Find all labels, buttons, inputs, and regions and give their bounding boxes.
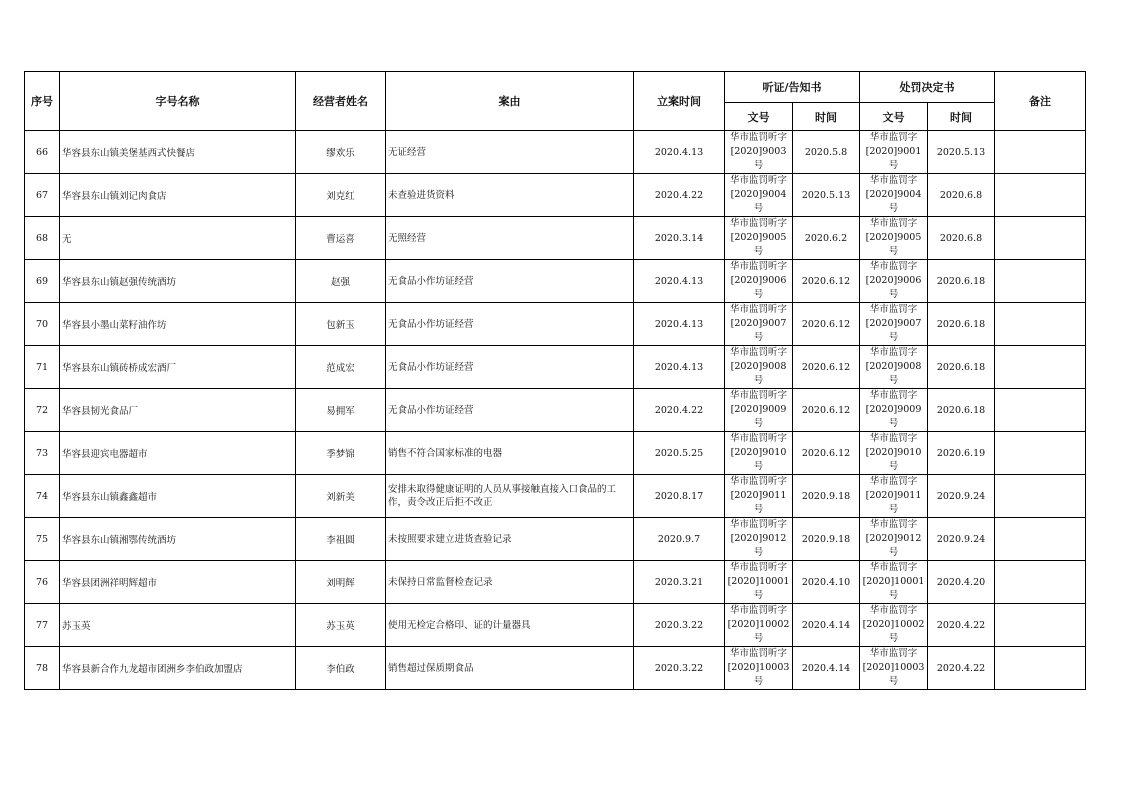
row-decision-time: 2020.6.8 bbox=[928, 174, 995, 217]
row-hearing-time: 2020.6.2 bbox=[793, 217, 860, 260]
header-hearing-doc-no: 文号 bbox=[725, 103, 793, 131]
row-decision-doc-no-line-2: [2020]10001号 bbox=[862, 576, 925, 601]
row-decision-doc-no-line-1: 华市监罚字 bbox=[869, 648, 918, 659]
row-hearing-doc-no-line-1: 华市监罚听字 bbox=[729, 562, 787, 573]
row-hearing-time: 2020.6.12 bbox=[793, 260, 860, 303]
row-hearing-doc-no bbox=[725, 561, 793, 604]
table-row bbox=[25, 303, 1086, 346]
header-name: 字号名称 bbox=[60, 72, 296, 131]
row-hearing-time: 2020.4.10 bbox=[793, 561, 860, 604]
row-decision-doc-no bbox=[860, 604, 928, 647]
row-remark bbox=[995, 260, 1086, 303]
row-decision-doc-no bbox=[860, 260, 928, 303]
row-hearing-doc-no-line-1: 华市监罚听字 bbox=[729, 347, 787, 358]
header-decision-time: 时间 bbox=[928, 103, 995, 131]
row-hearing-doc-no-line-1: 华市监罚听字 bbox=[729, 605, 787, 616]
row-seq: 72 bbox=[25, 389, 60, 432]
row-decision-doc-no-line-2: [2020]9005号 bbox=[865, 232, 922, 257]
row-hearing-doc-no-line-2: [2020]9011号 bbox=[730, 490, 787, 515]
row-hearing-doc-no bbox=[725, 217, 793, 260]
row-hearing-time: 2020.5.8 bbox=[793, 131, 860, 174]
row-filing-date: 2020.3.21 bbox=[634, 561, 725, 604]
row-filing-date: 2020.3.22 bbox=[634, 647, 725, 690]
row-decision-doc-no bbox=[860, 518, 928, 561]
table-row bbox=[25, 389, 1086, 432]
table-row bbox=[25, 346, 1086, 389]
row-hearing-doc-no-line-1: 华市监罚听字 bbox=[729, 175, 787, 186]
header-reason: 案由 bbox=[386, 72, 634, 131]
row-decision-doc-no-line-1: 华市监罚字 bbox=[869, 562, 918, 573]
table-row bbox=[25, 518, 1086, 561]
row-seq: 69 bbox=[25, 260, 60, 303]
row-decision-time: 2020.6.18 bbox=[928, 303, 995, 346]
table-row bbox=[25, 174, 1086, 217]
row-decision-doc-no bbox=[860, 303, 928, 346]
row-seq: 66 bbox=[25, 131, 60, 174]
row-decision-doc-no-line-2: [2020]9004号 bbox=[865, 189, 922, 214]
row-name: 华容县新合作九龙超市团洲乡李伯政加盟店 bbox=[60, 647, 296, 690]
row-filing-date: 2020.4.13 bbox=[634, 260, 725, 303]
row-operator: 苏玉英 bbox=[296, 604, 386, 647]
row-decision-time: 2020.5.13 bbox=[928, 131, 995, 174]
row-decision-doc-no-line-1: 华市监罚字 bbox=[869, 132, 918, 143]
row-operator: 曹运喜 bbox=[296, 217, 386, 260]
row-hearing-time: 2020.5.13 bbox=[793, 174, 860, 217]
row-decision-doc-no bbox=[860, 217, 928, 260]
row-hearing-doc-no-line-1: 华市监罚听字 bbox=[729, 648, 787, 659]
row-hearing-doc-no-line-1: 华市监罚听字 bbox=[729, 519, 787, 530]
row-seq: 71 bbox=[25, 346, 60, 389]
row-hearing-doc-no bbox=[725, 432, 793, 475]
row-decision-time: 2020.6.18 bbox=[928, 389, 995, 432]
row-seq: 70 bbox=[25, 303, 60, 346]
row-operator: 刘克红 bbox=[296, 174, 386, 217]
row-hearing-doc-no bbox=[725, 346, 793, 389]
table-row bbox=[25, 260, 1086, 303]
header-hearing-notice: 听证/告知书 bbox=[725, 72, 860, 103]
header-filing-date: 立案时间 bbox=[634, 72, 725, 131]
row-filing-date: 2020.4.22 bbox=[634, 389, 725, 432]
row-hearing-time: 2020.6.12 bbox=[793, 346, 860, 389]
row-decision-time: 2020.4.22 bbox=[928, 604, 995, 647]
row-reason: 销售超过保质期食品 bbox=[386, 647, 634, 690]
row-hearing-time: 2020.9.18 bbox=[793, 518, 860, 561]
row-name: 华容县东山镇鑫鑫超市 bbox=[60, 475, 296, 518]
row-hearing-doc-no-line-1: 华市监罚听字 bbox=[729, 218, 787, 229]
row-remark bbox=[995, 303, 1086, 346]
header-decision-doc-no: 文号 bbox=[860, 103, 928, 131]
row-remark bbox=[995, 647, 1086, 690]
row-reason: 无食品小作坊证经营 bbox=[386, 346, 634, 389]
row-decision-doc-no bbox=[860, 346, 928, 389]
row-hearing-doc-no-line-1: 华市监罚听字 bbox=[729, 304, 787, 315]
table-body bbox=[25, 131, 1086, 690]
row-decision-doc-no-line-2: [2020]10003号 bbox=[862, 662, 925, 687]
row-hearing-doc-no-line-2: [2020]9010号 bbox=[730, 447, 787, 472]
row-hearing-time: 2020.6.12 bbox=[793, 432, 860, 475]
row-hearing-doc-no-line-2: [2020]10002号 bbox=[727, 619, 790, 644]
row-hearing-doc-no bbox=[725, 260, 793, 303]
row-operator: 刘明辉 bbox=[296, 561, 386, 604]
row-operator: 赵强 bbox=[296, 260, 386, 303]
row-reason: 无食品小作坊证经营 bbox=[386, 260, 634, 303]
row-seq: 77 bbox=[25, 604, 60, 647]
row-reason: 未查验进货资料 bbox=[386, 174, 634, 217]
row-decision-time: 2020.4.22 bbox=[928, 647, 995, 690]
row-decision-doc-no-line-1: 华市监罚字 bbox=[869, 476, 918, 487]
row-decision-time: 2020.9.24 bbox=[928, 475, 995, 518]
row-hearing-doc-no bbox=[725, 174, 793, 217]
row-name: 苏玉英 bbox=[60, 604, 296, 647]
row-operator: 刘新美 bbox=[296, 475, 386, 518]
table-row bbox=[25, 217, 1086, 260]
row-reason: 销售不符合国家标准的电器 bbox=[386, 432, 634, 475]
row-name: 华容县东山镇湘鄂传统酒坊 bbox=[60, 518, 296, 561]
row-decision-doc-no-line-1: 华市监罚字 bbox=[869, 347, 918, 358]
row-operator: 易拥军 bbox=[296, 389, 386, 432]
row-decision-doc-no bbox=[860, 131, 928, 174]
row-hearing-doc-no bbox=[725, 604, 793, 647]
header-operator: 经营者姓名 bbox=[296, 72, 386, 131]
row-decision-doc-no-line-2: [2020]9001号 bbox=[865, 146, 922, 171]
row-hearing-doc-no-line-1: 华市监罚听字 bbox=[729, 261, 787, 272]
row-decision-doc-no-line-2: [2020]9010号 bbox=[865, 447, 922, 472]
row-decision-doc-no-line-1: 华市监罚字 bbox=[869, 175, 918, 186]
row-hearing-doc-no bbox=[725, 647, 793, 690]
row-decision-doc-no bbox=[860, 647, 928, 690]
row-hearing-doc-no bbox=[725, 303, 793, 346]
row-remark bbox=[995, 389, 1086, 432]
row-decision-doc-no bbox=[860, 389, 928, 432]
penalty-record-table bbox=[24, 71, 1086, 690]
row-remark bbox=[995, 217, 1086, 260]
row-remark bbox=[995, 475, 1086, 518]
row-hearing-time: 2020.6.12 bbox=[793, 389, 860, 432]
row-name: 无 bbox=[60, 217, 296, 260]
row-decision-time: 2020.6.18 bbox=[928, 346, 995, 389]
row-decision-time: 2020.9.24 bbox=[928, 518, 995, 561]
row-name: 华容县小墨山菜籽油作坊 bbox=[60, 303, 296, 346]
row-hearing-doc-no bbox=[725, 518, 793, 561]
row-filing-date: 2020.4.13 bbox=[634, 346, 725, 389]
row-hearing-doc-no-line-2: [2020]9009号 bbox=[730, 404, 787, 429]
row-name: 华容县团洲祥明辉超市 bbox=[60, 561, 296, 604]
row-seq: 78 bbox=[25, 647, 60, 690]
row-decision-time: 2020.6.18 bbox=[928, 260, 995, 303]
row-remark bbox=[995, 432, 1086, 475]
row-hearing-doc-no bbox=[725, 131, 793, 174]
row-name: 华容县东山镇赵强传统酒坊 bbox=[60, 260, 296, 303]
row-decision-doc-no-line-2: [2020]10002号 bbox=[862, 619, 925, 644]
header-row-top bbox=[25, 72, 1086, 103]
row-hearing-doc-no-line-2: [2020]9008号 bbox=[730, 361, 787, 386]
table-row bbox=[25, 647, 1086, 690]
row-hearing-time: 2020.9.18 bbox=[793, 475, 860, 518]
row-reason: 安排未取得健康证明的人员从事接触直接入口食品的工作，责令改正后拒不改正 bbox=[386, 475, 634, 518]
row-reason: 无食品小作坊证经营 bbox=[386, 389, 634, 432]
row-hearing-doc-no-line-2: [2020]10001号 bbox=[727, 576, 790, 601]
row-hearing-doc-no bbox=[725, 475, 793, 518]
table-row bbox=[25, 561, 1086, 604]
row-seq: 67 bbox=[25, 174, 60, 217]
row-decision-doc-no-line-2: [2020]9009号 bbox=[865, 404, 922, 429]
row-hearing-doc-no-line-2: [2020]9004号 bbox=[730, 189, 787, 214]
row-decision-doc-no bbox=[860, 561, 928, 604]
row-hearing-doc-no-line-2: [2020]9006号 bbox=[730, 275, 787, 300]
row-remark bbox=[995, 604, 1086, 647]
row-operator: 范成宏 bbox=[296, 346, 386, 389]
row-reason: 无证经营 bbox=[386, 131, 634, 174]
row-reason: 未保持日常监督检查记录 bbox=[386, 561, 634, 604]
row-seq: 73 bbox=[25, 432, 60, 475]
row-name: 华容县东山镇美堡基西式快餐店 bbox=[60, 131, 296, 174]
row-decision-doc-no-line-1: 华市监罚字 bbox=[869, 261, 918, 272]
row-decision-time: 2020.4.20 bbox=[928, 561, 995, 604]
row-hearing-doc-no-line-1: 华市监罚听字 bbox=[729, 476, 787, 487]
row-hearing-doc-no-line-1: 华市监罚听字 bbox=[729, 132, 787, 143]
row-hearing-doc-no-line-1: 华市监罚听字 bbox=[729, 390, 787, 401]
row-decision-doc-no-line-2: [2020]9007号 bbox=[865, 318, 922, 343]
row-seq: 74 bbox=[25, 475, 60, 518]
row-decision-doc-no-line-1: 华市监罚字 bbox=[869, 304, 918, 315]
row-name: 华容县东山镇刘记肉食店 bbox=[60, 174, 296, 217]
row-decision-doc-no bbox=[860, 432, 928, 475]
table-row bbox=[25, 131, 1086, 174]
row-filing-date: 2020.9.7 bbox=[634, 518, 725, 561]
row-filing-date: 2020.3.14 bbox=[634, 217, 725, 260]
row-remark bbox=[995, 561, 1086, 604]
row-name: 华容县迎宾电器超市 bbox=[60, 432, 296, 475]
row-hearing-doc-no-line-2: [2020]9012号 bbox=[730, 533, 787, 558]
row-seq: 75 bbox=[25, 518, 60, 561]
row-seq: 76 bbox=[25, 561, 60, 604]
row-reason: 无照经营 bbox=[386, 217, 634, 260]
table-row bbox=[25, 604, 1086, 647]
row-filing-date: 2020.4.13 bbox=[634, 131, 725, 174]
row-decision-doc-no-line-1: 华市监罚字 bbox=[869, 390, 918, 401]
row-decision-doc-no-line-2: [2020]9012号 bbox=[865, 533, 922, 558]
row-decision-doc-no bbox=[860, 475, 928, 518]
row-reason: 使用无检定合格印、证的计量器具 bbox=[386, 604, 634, 647]
header-seq: 序号 bbox=[25, 72, 60, 131]
header-remark: 备注 bbox=[995, 72, 1086, 131]
row-decision-doc-no-line-2: [2020]9006号 bbox=[865, 275, 922, 300]
row-hearing-doc-no-line-2: [2020]9003号 bbox=[730, 146, 787, 171]
row-operator: 缪欢乐 bbox=[296, 131, 386, 174]
row-filing-date: 2020.5.25 bbox=[634, 432, 725, 475]
row-filing-date: 2020.3.22 bbox=[634, 604, 725, 647]
row-filing-date: 2020.4.22 bbox=[634, 174, 725, 217]
row-hearing-doc-no-line-2: [2020]9005号 bbox=[730, 232, 787, 257]
row-hearing-doc-no-line-1: 华市监罚听字 bbox=[729, 433, 787, 444]
row-operator: 包新玉 bbox=[296, 303, 386, 346]
header-penalty-decision: 处罚决定书 bbox=[860, 72, 995, 103]
row-hearing-doc-no-line-2: [2020]10003号 bbox=[727, 662, 790, 687]
row-decision-time: 2020.6.8 bbox=[928, 217, 995, 260]
table-row bbox=[25, 432, 1086, 475]
row-decision-doc-no bbox=[860, 174, 928, 217]
row-remark bbox=[995, 131, 1086, 174]
row-decision-doc-no-line-2: [2020]9008号 bbox=[865, 361, 922, 386]
row-hearing-time: 2020.4.14 bbox=[793, 647, 860, 690]
row-operator: 李伯政 bbox=[296, 647, 386, 690]
row-hearing-time: 2020.6.12 bbox=[793, 303, 860, 346]
row-operator: 李祖圆 bbox=[296, 518, 386, 561]
row-seq: 68 bbox=[25, 217, 60, 260]
row-hearing-time: 2020.4.14 bbox=[793, 604, 860, 647]
row-filing-date: 2020.4.13 bbox=[634, 303, 725, 346]
row-remark bbox=[995, 174, 1086, 217]
table-row bbox=[25, 475, 1086, 518]
row-decision-doc-no-line-2: [2020]9011号 bbox=[865, 490, 922, 515]
row-decision-doc-no-line-1: 华市监罚字 bbox=[869, 605, 918, 616]
row-name: 华容县韧光食品厂 bbox=[60, 389, 296, 432]
row-hearing-doc-no bbox=[725, 389, 793, 432]
row-reason: 无食品小作坊证经营 bbox=[386, 303, 634, 346]
row-decision-time: 2020.6.19 bbox=[928, 432, 995, 475]
row-hearing-doc-no-line-2: [2020]9007号 bbox=[730, 318, 787, 343]
row-reason: 未按照要求建立进货查验记录 bbox=[386, 518, 634, 561]
row-name: 华容县东山镇砖桥成宏酒厂 bbox=[60, 346, 296, 389]
row-remark bbox=[995, 346, 1086, 389]
row-operator: 季梦锦 bbox=[296, 432, 386, 475]
row-remark bbox=[995, 518, 1086, 561]
header-hearing-time: 时间 bbox=[793, 103, 860, 131]
row-filing-date: 2020.8.17 bbox=[634, 475, 725, 518]
row-decision-doc-no-line-1: 华市监罚字 bbox=[869, 218, 918, 229]
row-decision-doc-no-line-1: 华市监罚字 bbox=[869, 519, 918, 530]
row-decision-doc-no-line-1: 华市监罚字 bbox=[869, 433, 918, 444]
